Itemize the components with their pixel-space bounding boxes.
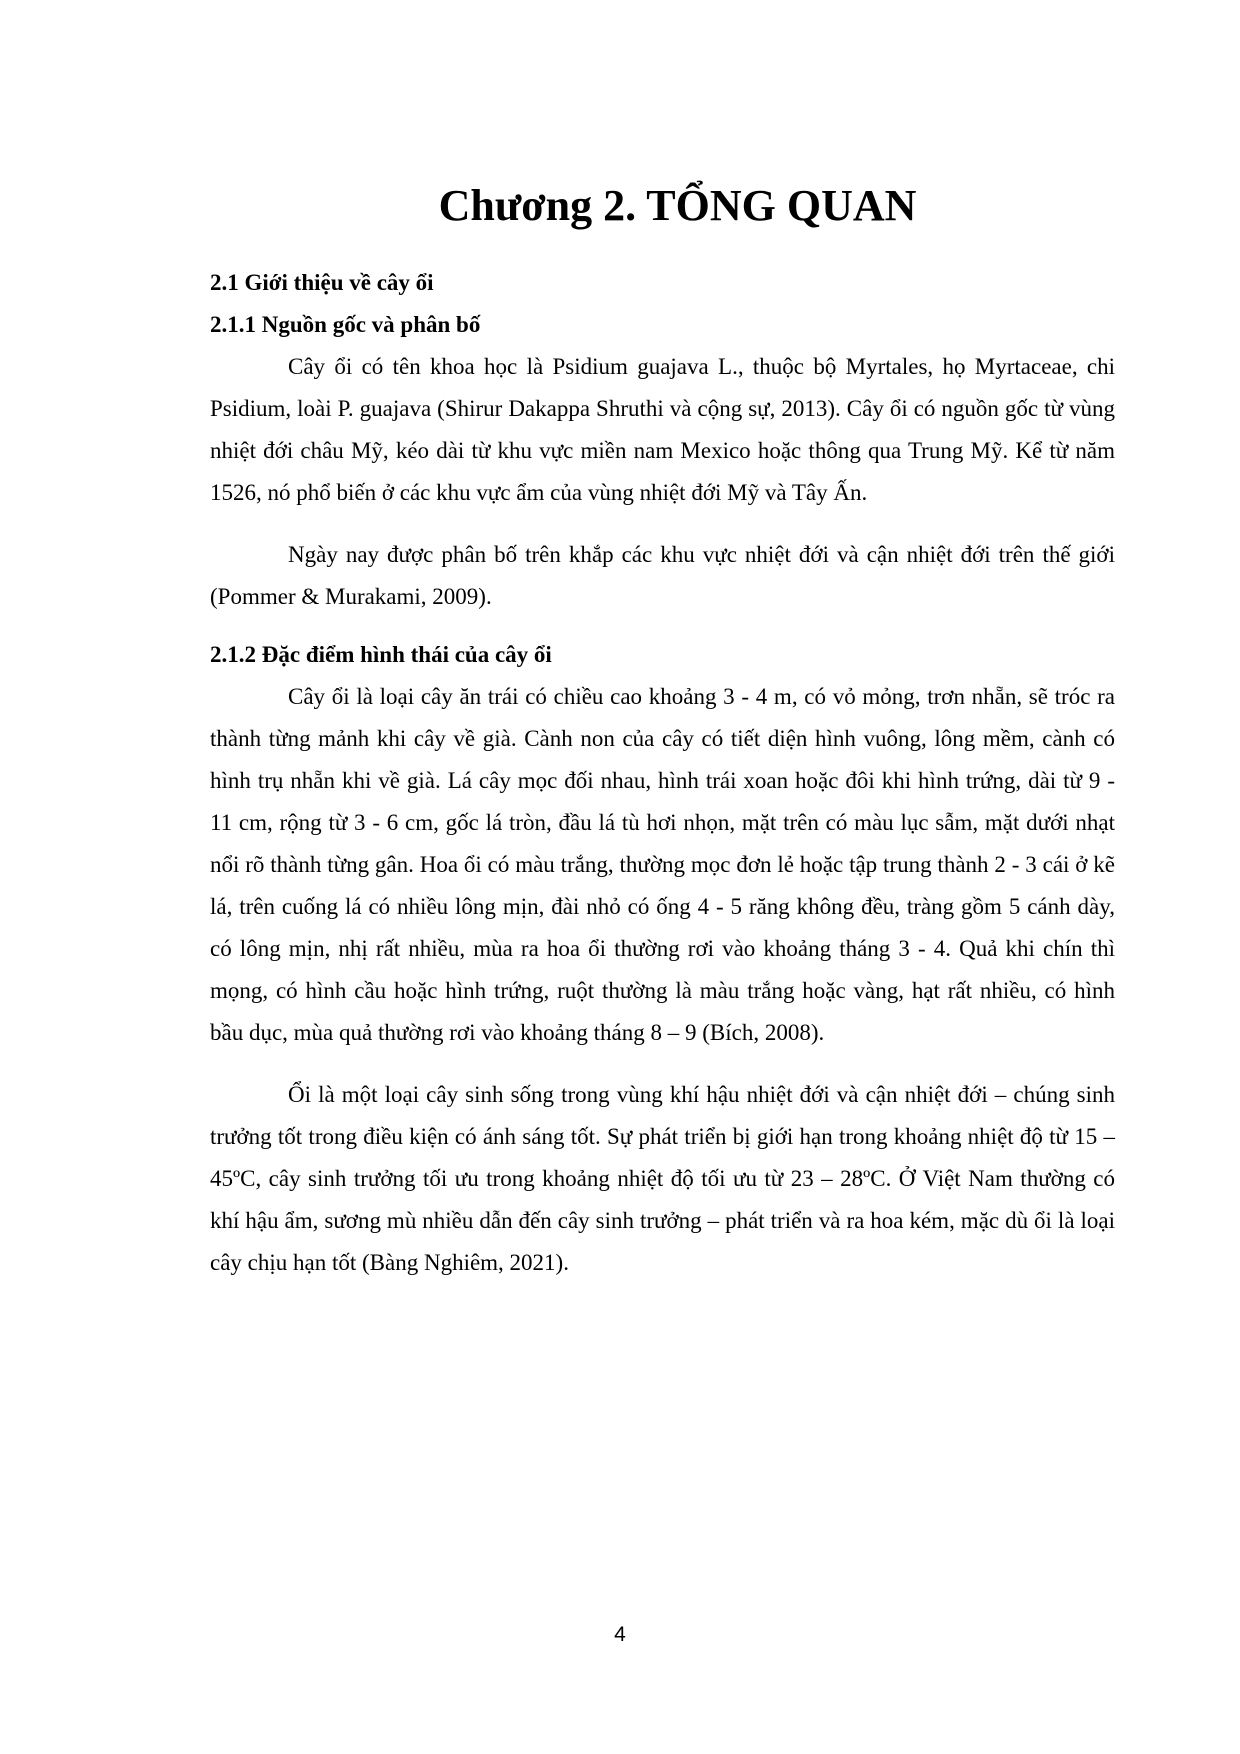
chapter-title: Chương 2. TỔNG QUAN	[438, 181, 917, 230]
page-content	[210, 176, 1115, 1284]
paragraph-origin: Cây ổi có tên khoa học là Psidium guajava L., thuộc bộ Myrtales, họ Myrtaceae, chi Psidium, loài P. guajava (Shirur Dakappa Shruthi và cộng sự, 2013). Cây ổi có nguồn gốc từ vùng nhiệt đới châu Mỹ, kéo dài từ khu vực miền nam Mexico hoặc thông qua Trung Mỹ. Kể từ năm 1526, nó phổ biến ở các khu vực ẩm của vùng nhiệt đới Mỹ và Tây Ấn.	[210, 354, 1115, 505]
paragraph-climate: Ổi là một loại cây sinh sống trong vùng khí hậu nhiệt đới và cận nhiệt đới – chúng sinh trưởng tốt trong điều kiện có ánh sáng tốt. Sự phát triển bị giới hạn trong khoảng nhiệt độ từ 15 – 45ºC, cây sinh trưởng tối ưu trong khoảng nhiệt độ tối ưu từ 23 – 28ºC. Ở Việt Nam thường có khí hậu ẩm, sương mù nhiều dẫn đến cây sinh trưởng – phát triển và ra hoa kém, mặc dù ổi là loại cây chịu hạn tốt (Bàng Nghiêm, 2021).	[210, 1082, 1115, 1275]
section-heading-2-1: 2.1 Giới thiệu về cây ổi	[210, 270, 434, 295]
section-heading-2-1-1: 2.1.1 Nguồn gốc và phân bố	[210, 312, 481, 337]
page-number: 4	[614, 1623, 626, 1646]
paragraph-distribution: Ngày nay được phân bố trên khắp các khu vực nhiệt đới và cận nhiệt đới trên thế giới (Pommer & Murakami, 2009).	[210, 542, 1115, 609]
section-heading-2-1-2: 2.1.2 Đặc điểm hình thái của cây ổi	[210, 642, 552, 667]
paragraph-morphology: Cây ổi là loại cây ăn trái có chiều cao khoảng 3 - 4 m, có vỏ mỏng, trơn nhẵn, sẽ tróc ra thành từng mảnh khi cây về già. Cành non của cây có tiết diện hình vuông, lông mềm, cành có hình trụ nhẵn khi về già. Lá cây mọc đối nhau, hình trái xoan hoặc đôi khi hình trứng, dài từ 9 - 11 cm, rộng từ 3 - 6 cm, gốc lá tròn, đầu lá tù hơi nhọn, mặt trên có màu lục sẫm, mặt dưới nhạt nổi rõ thành từng gân. Hoa ổi có màu trắng, thường mọc đơn lẻ hoặc tập trung thành 2 - 3 cái ở kẽ lá, trên cuống lá có nhiều lông mịn, đài nhỏ có ống 4 - 5 răng không đều, tràng gồm 5 cánh dày, có lông mịn, nhị rất nhiều, mùa ra hoa ổi thường rơi vào khoảng tháng 3 - 4. Quả khi chín thì mọng, có hình cầu hoặc hình trứng, ruột thường là màu trắng hoặc vàng, hạt rất nhiều, có hình bầu dục, mùa quả thường rơi vào khoảng tháng 8 – 9 (Bích, 2008).	[210, 684, 1115, 1045]
